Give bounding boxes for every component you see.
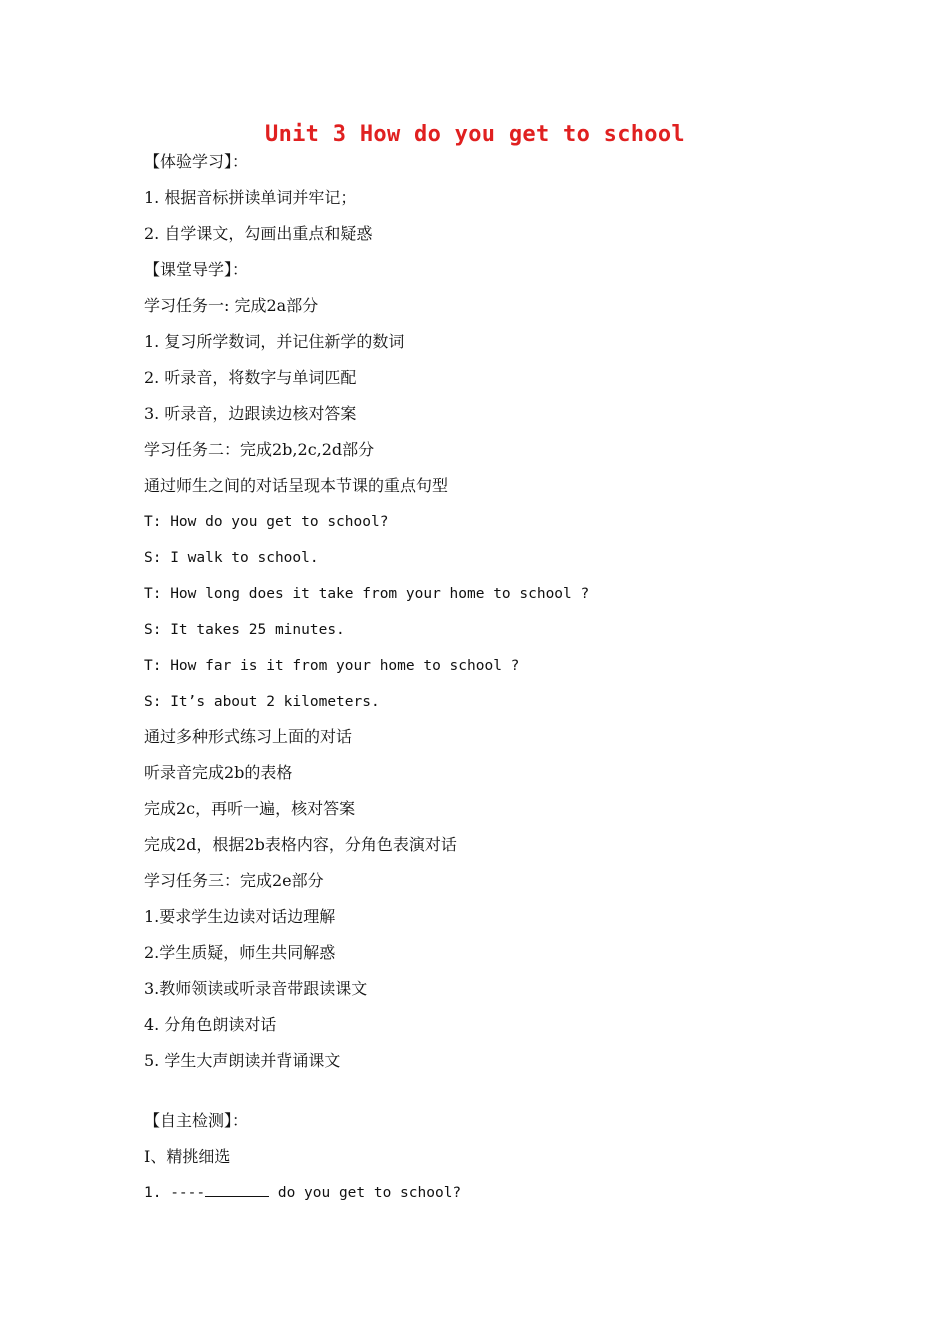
paragraph: 听录音完成2b的表格 [144, 763, 293, 782]
section-heading-experience: 【体验学习】： [144, 152, 249, 171]
section-heading-self-check: 【自主检测】： [144, 1111, 249, 1130]
question-suffix: do you get to school? [269, 1185, 462, 1201]
answer-blank[interactable] [205, 1184, 269, 1197]
subsection-heading: I、精挑细选 [144, 1147, 231, 1166]
list-item: 1.要求学生边读对话边理解 [144, 907, 336, 926]
list-item: 1. 根据音标拼读单词并牢记； [144, 188, 357, 207]
section-heading-classroom: 【课堂导学】： [144, 260, 249, 279]
list-item: 5. 学生大声朗读并背诵课文 [144, 1051, 341, 1070]
list-item: 3. 听录音，边跟读边核对答案 [144, 404, 357, 423]
question-prefix: 1. ---- [144, 1185, 206, 1201]
dialogue-line: S: It takes 25 minutes. [144, 622, 345, 638]
document-title: Unit 3 How do you get to school [265, 122, 685, 147]
paragraph: 完成2d，根据2b表格内容，分角色表演对话 [144, 835, 457, 854]
dialogue-line: T: How long does it take from your home to school ? [144, 586, 590, 602]
paragraph: 通过师生之间的对话呈现本节课的重点句型 [144, 476, 449, 495]
list-item: 3.教师领读或听录音带跟读课文 [144, 979, 368, 998]
paragraph: 完成2c，再听一遍，核对答案 [144, 799, 356, 818]
dialogue-line: S: It’s about 2 kilometers. [144, 694, 380, 710]
list-item: 2. 自学课文，勾画出重点和疑惑 [144, 224, 373, 243]
task-heading-2: 学习任务二：完成2b,2c,2d部分 [144, 440, 375, 459]
question-line [144, 1183, 461, 1203]
task-heading-1: 学习任务一: 完成2a部分 [144, 296, 319, 315]
task-heading-3: 学习任务三：完成2e部分 [144, 871, 324, 890]
list-item: 2. 听录音，将数字与单词匹配 [144, 368, 357, 387]
paragraph: 通过多种形式练习上面的对话 [144, 727, 353, 746]
list-item: 1. 复习所学数词，并记住新学的数词 [144, 332, 405, 351]
dialogue-line: T: How far is it from your home to school ? [144, 658, 520, 674]
dialogue-line: S: I walk to school. [144, 550, 319, 566]
dialogue-line: T: How do you get to school? [144, 514, 389, 530]
list-item: 2.学生质疑，师生共同解惑 [144, 943, 336, 962]
list-item: 4. 分角色朗读对话 [144, 1015, 277, 1034]
